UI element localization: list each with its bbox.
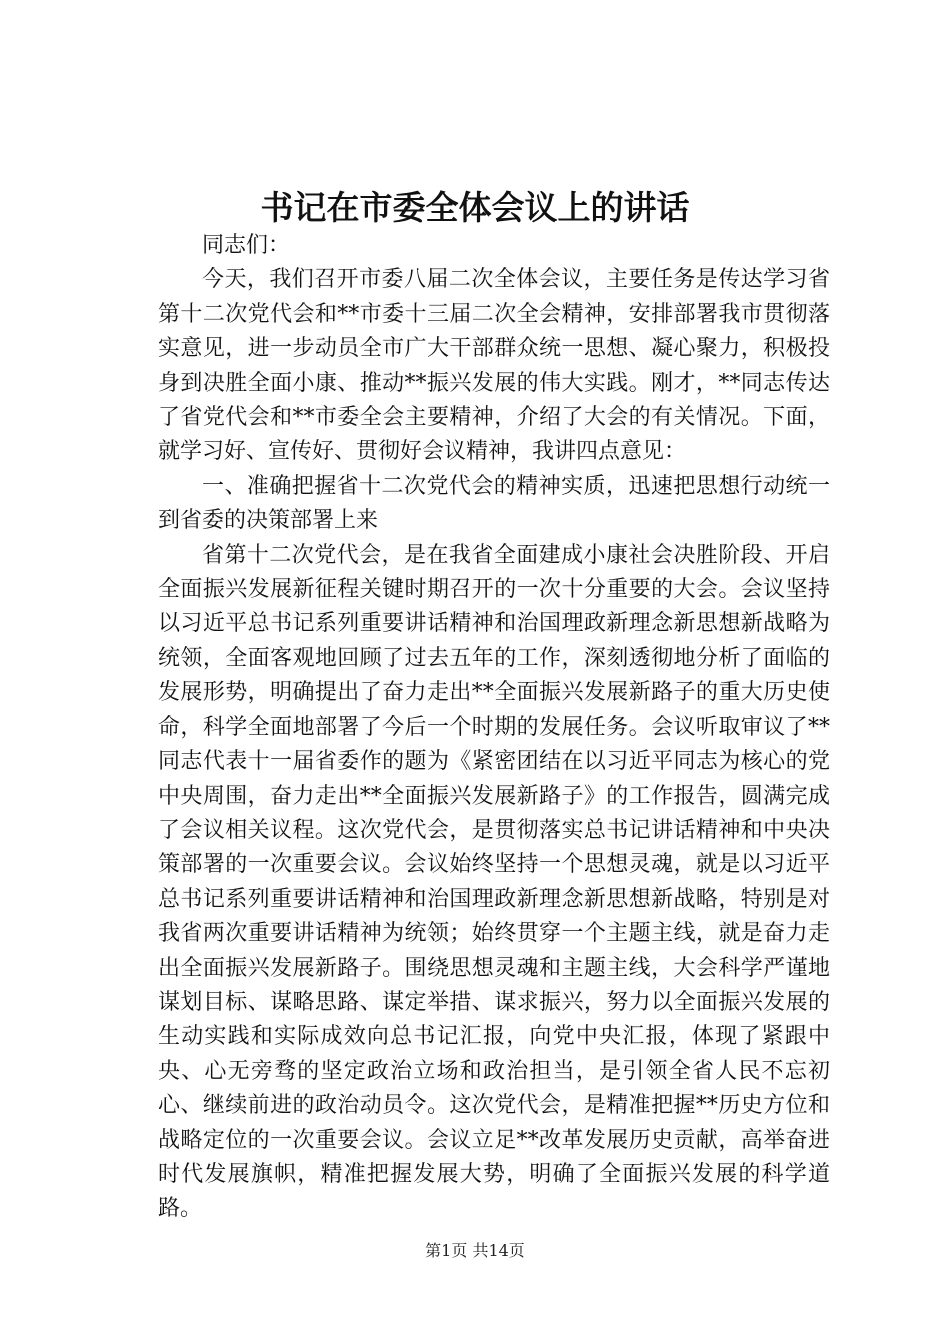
section-heading-1: 一、准确把握省十二次党代会的精神实质，迅速把思想行动统一到省委的决策部署上来 (158, 473, 830, 534)
document-body (158, 229, 830, 1227)
page-number-footer: 第1页 共14页 (425, 1241, 525, 1260)
salutation-paragraph: 同志们： (202, 233, 291, 258)
body-paragraph: 省第十二次党代会，是在我省全面建成小康社会决胜阶段、开启全面振兴发展新征程关键时期召开的一次十分重要的大会。会议坚持以习近平总书记系列重要讲话精神和治国理政新理念新思想新战略为统领，全面客观地回顾了过去五年的工作，深刻透彻地分析了面临的发展形势，明确提出了奋力走出**全面振兴发展新路子的重大历史使命，科学全面地部署了今后一个时期的发展任务。会议听取审议了**同志代表十一届省委作的题为《紧密团结在以习近平同志为核心的党中央周围，奋力走出**全面振兴发展新路子》的工作报告，圆满完成了会议相关议程。这次党代会，是贯彻落实总书记讲话精神和中央决策部署的一次重要会议。会议始终坚持一个思想灵魂，就是以习近平总书记系列重要讲话精神和治国理政新理念新思想新战略，特别是对我省两次重要讲话精神为统领；始终贯穿一个主题主线，就是奋力走出全面振兴发展新路子。围绕思想灵魂和主题主线，大会科学严谨地谋划目标、谋略思路、谋定举措、谋求振兴，努力以全面振兴发展的生动实践和实际成效向总书记汇报，向党中央汇报，体现了紧跟中央、心无旁骛的坚定政治立场和政治担当，是引领全省人民不忘初心、继续前进的政治动员令。这次党代会，是精准把握**历史方位和战略定位的一次重要会议。会议立足**改革发展历史贡献，高举奋进时代发展旗帜，精准把握发展大势，明确了全面振兴发展的科学道路。 (158, 542, 830, 1222)
document-title: 书记在市委全体会议上的讲话 (260, 188, 690, 227)
intro-paragraph: 今天，我们召开市委八届二次全体会议，主要任务是传达学习省第十二次党代会和**市委十三届二次全会精神，安排部署我市贯彻落实意见，进一步动员全市广大干部群众统一思想、凝心聚力，积极投身到决胜全面小康、推动**振兴发展的伟大实践。刚才，**同志传达了省党代会和**市委全会主要精神，介绍了大会的有关情况。下面，就学习好、宣传好、贯彻好会议精神，我讲四点意见： (158, 267, 830, 465)
